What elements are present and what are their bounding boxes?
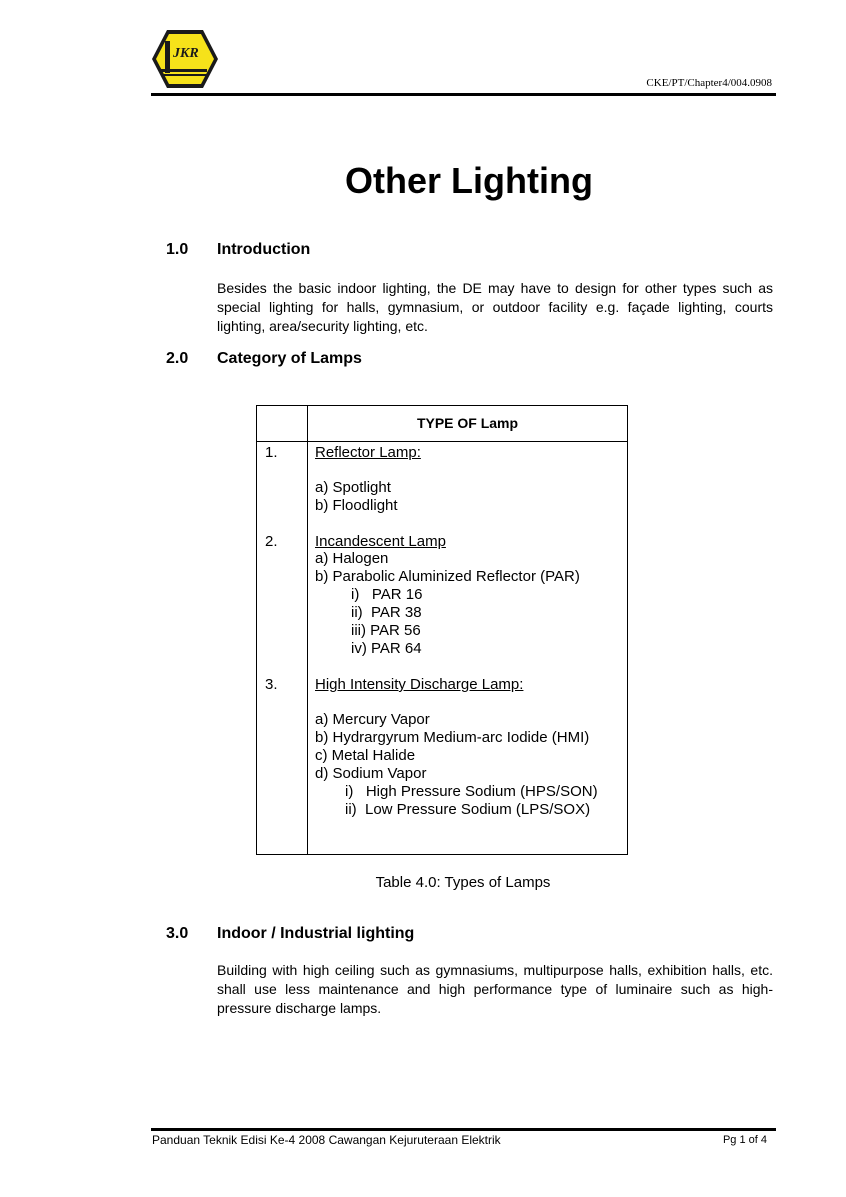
table-column-divider	[307, 406, 308, 854]
section-heading-introduction: Introduction	[217, 241, 311, 258]
table-header: TYPE OF Lamp	[416, 415, 519, 431]
section-heading-indoor-industrial-lighting: Indoor / Industrial lighting	[217, 925, 415, 942]
section-number: 3.0	[166, 925, 189, 942]
page-number: Pg 1 of 4	[722, 1134, 767, 1146]
group-title-incandescent-lamp: Incandescent Lamp	[315, 533, 446, 550]
sub-list-item: iii) PAR 56	[351, 622, 421, 639]
section-number: 1.0	[166, 241, 189, 258]
list-item: a) Spotlight	[315, 479, 391, 496]
list-item: a) Halogen	[315, 550, 389, 567]
list-item: d) Sodium Vapor	[315, 765, 427, 782]
page-title: Other Lighting	[345, 160, 593, 201]
footer-publication: Panduan Teknik Edisi Ke-4 2008 Cawangan Kejuruteraan Elektrik	[152, 1133, 501, 1147]
section-heading-category-of-lamps: Category of Lamps	[217, 350, 362, 367]
table-caption: Table 4.0: Types of Lamps	[375, 874, 551, 891]
sub-list-item: iv) PAR 64	[351, 640, 422, 657]
introduction-paragraph: Besides the basic indoor lighting, the DE may have to design for other types such as special lighting for halls, gymnasium, or outdoor facility e.g. façade lighting, courts lighting, area/security lighting, etc.	[217, 280, 773, 334]
list-item: b) Hydrargyrum Medium-arc Iodide (HMI)	[315, 729, 590, 746]
row-number: 2.	[265, 533, 278, 550]
jkr-logo	[151, 29, 219, 89]
list-item: a) Mercury Vapor	[315, 711, 430, 728]
sub-list-item: i) PAR 16	[351, 586, 423, 603]
indoor-lighting-paragraph: Building with high ceiling such as gymnasiums, multipurpose halls, exhibition halls, etc. shall use less maintenance and high performance type of luminaire such as high-pressure discharge lamps.	[217, 962, 773, 1016]
row-number: 1.	[265, 444, 278, 461]
group-title-hid-lamp: High Intensity Discharge Lamp:	[315, 676, 524, 693]
lamp-types-table	[256, 405, 628, 855]
footer-rule	[151, 1128, 776, 1131]
sub-list-item: ii) PAR 38	[351, 604, 422, 621]
list-item: b) Floodlight	[315, 497, 398, 514]
group-title-reflector-lamp: Reflector Lamp:	[315, 444, 421, 461]
list-item: b) Parabolic Aluminized Reflector (PAR)	[315, 568, 580, 585]
sub-list-item: ii) Low Pressure Sodium (LPS/SOX)	[345, 801, 591, 818]
table-header-divider	[257, 441, 627, 442]
header-rule	[151, 93, 776, 96]
section-number: 2.0	[166, 350, 189, 367]
sub-list-item: i) High Pressure Sodium (HPS/SON)	[345, 783, 598, 800]
svg-text:JKR: JKR	[173, 46, 199, 61]
row-number: 3.	[265, 676, 278, 693]
document-code: CKE/PT/Chapter4/004.0908	[646, 77, 772, 89]
list-item: c) Metal Halide	[315, 747, 416, 764]
